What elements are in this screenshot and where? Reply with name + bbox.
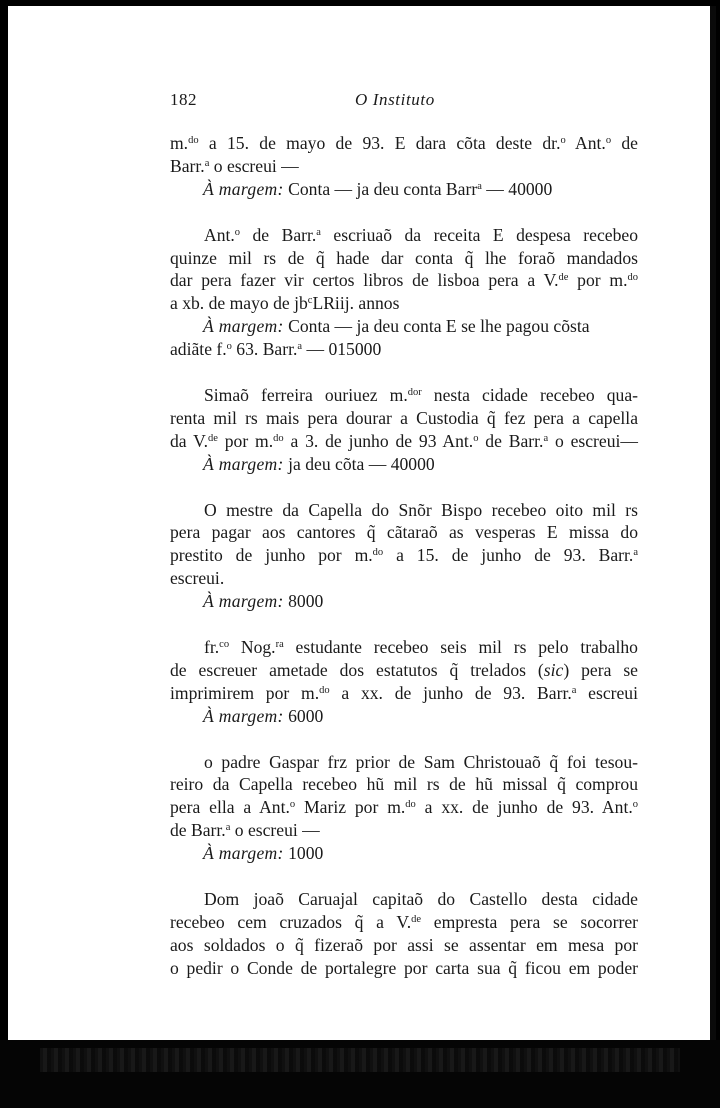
text-line: prestito de junho por m.$^{do}$ a 15. de junho de 93. Barr.$^a$ xyxy=(170,545,638,566)
text-line: O mestre da Capella do Snõr Bispo recebeo oito mil rs xyxy=(204,499,638,520)
text-line: pera ella a Ant.$^o$ Mariz por m.$^{do}$ a xx. de junho de 93. Ant.$^o$ xyxy=(170,797,638,818)
document-body xyxy=(170,132,638,980)
text-line: m.$^{do}$ a 15. de mayo de 93. E dara cõta deste dr.$^o$ Ant.$^o$ de xyxy=(170,133,638,153)
text-line: de Barr.$^a$ o escreui — xyxy=(170,820,320,841)
text-line: fr.$^{co}$ Nog.$^{ra}$ estudante recebeo seis mil rs pelo trabalho xyxy=(204,637,638,658)
entry xyxy=(170,751,638,865)
margin-note: À margem: 6000 xyxy=(203,705,324,726)
entry xyxy=(170,384,638,476)
text-line: o padre Gaspar frz prior de Sam Christouaõ q̃ foi tesou- xyxy=(204,751,638,772)
text-line: pera pagar aos cantores q̃ cãtaraõ as vesperas E missa do xyxy=(170,522,638,543)
entry xyxy=(170,132,638,201)
text-line: da V.$^{de}$ por m.$^{do}$ a 3. de junho de 93 Ant.$^o$ de Barr.$^a$ o escreui— xyxy=(170,430,638,451)
margin-note: À margem: 8000 xyxy=(203,591,324,612)
text-line: aos soldados o q̃ fizeraõ por assi se assentar em mesa por xyxy=(170,934,638,955)
entry xyxy=(170,888,638,980)
margin-note: À margem: Conta — ja deu conta Barr$^a$ — 40000 xyxy=(203,178,553,199)
text-line: dar pera fazer vir certos libros de lisboa pera a V.$^{de}$ por m.$^{do}$ xyxy=(170,270,638,291)
text-line: recebeo cem cruzados q̃ a V.$^{de}$ empresta pera se socorrer xyxy=(170,911,638,932)
text-line: Simaõ ferreira ouriuez m.$^{dor}$ nesta cidade recebeo qua- xyxy=(204,385,639,406)
text-line: de escreuer ametade dos estatutos q̃ trelados (sic) pera se xyxy=(170,659,638,680)
text-line: adiãte f.$^o$ 63. Barr.$^a$ — 015000 xyxy=(170,339,382,360)
entry xyxy=(170,224,638,361)
entry xyxy=(170,636,638,728)
text-line: renta mil rs mais pera dourar a Custodia q̃ fez pera a capella xyxy=(170,407,638,428)
text-line: Dom joaõ Caruajal capitaõ do Castello desta cidade xyxy=(204,889,638,910)
text-line: quinze mil rs de q̃ hade dar conta q̃ lhe foraõ mandados xyxy=(170,247,638,268)
text-line: reiro da Capella recebeo hũ mil rs de hũ missal q̃ comprou xyxy=(170,774,638,795)
scan-artifact xyxy=(40,1048,680,1072)
margin-note: À margem: ja deu cõta — 40000 xyxy=(203,453,435,474)
text-line: Barr.$^a$ o escreui — xyxy=(170,155,299,176)
page-header xyxy=(170,90,640,114)
page-number: 182 xyxy=(170,90,197,109)
text-line: Ant.$^o$ de Barr.$^a$ escriuaõ da receita E despesa recebeo xyxy=(204,224,638,245)
margin-note: À margem: Conta — ja deu conta E se lhe pagou cõsta xyxy=(203,316,590,337)
text-line: o pedir o Conde de portalegre por carta sua q̃ ficou em poder xyxy=(170,957,638,978)
text-line: a xb. de mayo de $jb^cLRiij$. annos xyxy=(170,293,400,314)
entry xyxy=(170,499,638,613)
scan-border xyxy=(710,6,716,1040)
text-line: escreui. xyxy=(170,568,225,589)
running-title: O Instituto xyxy=(355,90,435,109)
text-line: imprimirem por m.$^{do}$ a xx. de junho de 93. Barr.$^a$ escreui xyxy=(170,682,638,703)
margin-note: À margem: 1000 xyxy=(203,843,324,864)
